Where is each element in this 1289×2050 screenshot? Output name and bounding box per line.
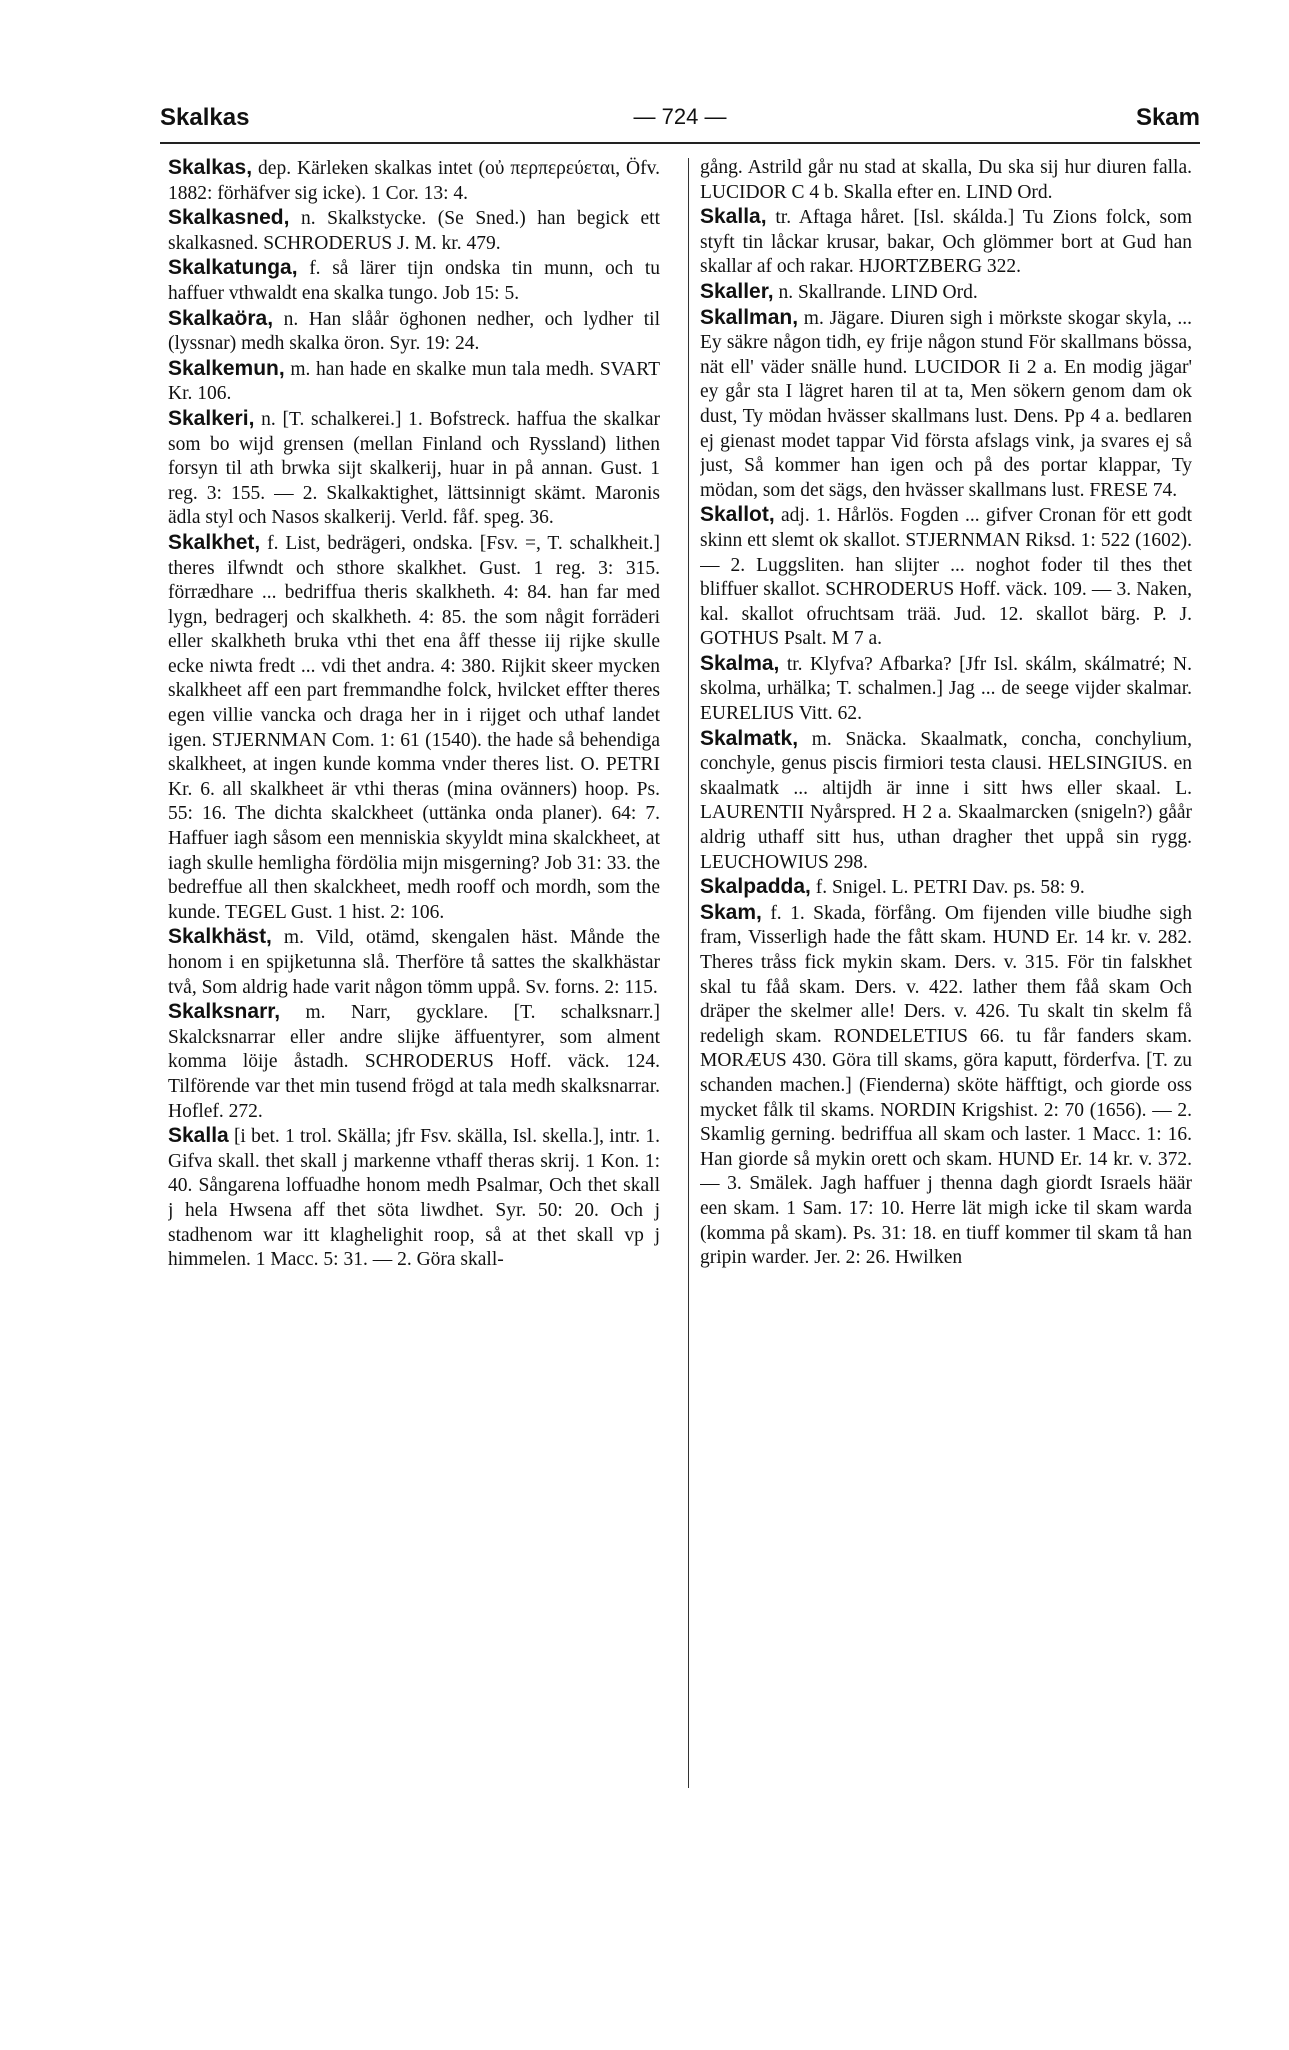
header-right-word: Skam [1135,104,1200,131]
page-number: — 724 — [633,104,727,129]
entry-text: n. [T. schalkerei.] 1. Bofstreck. haffua the skalkar som bo wijd grensen (mellan Finland och Ryssland) lithen forsyn til ath brwka sijt skalkerij, huar in på annan. Gust. 1 reg. 3: 155. — 2. Skalkaktighet, lättsinnigt skämt. Maronis ädla styl och Nasos skalkerij. Verld. fåf. speg. 36. [168,408,660,529]
entry-headword: Skam, [700,900,762,924]
entry-headword: Skalpadda, [700,875,811,899]
header-left-word: Skalkas [160,104,250,131]
dictionary-entry [700,306,1192,504]
dictionary-entry [168,156,660,206]
dictionary-entry [700,503,1192,652]
dictionary-entry [700,727,1192,876]
entry-text: tr. Klyfva? Afbarka? [Jfr Isl. skálm, skálmatré; N. skolma, urhälka; T. schalmen.] Jag ... de seege vijder skalmar. EURELIUS Vitt. 62. [700,653,1192,725]
entry-headword: Skalkeri, [168,406,255,430]
entry-headword: Skalkas, [168,156,253,179]
entry-text: n. Skalkstycke. (Se Sned.) han begick ett skalkasned. SCHRODERUS J. M. kr. 479. [168,208,660,254]
dictionary-entry [700,280,1192,306]
entry-headword: Skallman, [700,305,799,329]
entry-text: gång. Astrild går nu stad at skalla, Du ska sij hur diuren falla. LUCIDOR C 4 b. Skalla efter en. LIND Ord. [700,157,1192,203]
dictionary-entry [168,1000,660,1124]
entry-text: m. Snäcka. Skaalmatk, concha, conchylium, conchyle, genus piscis firmiori testa clausi. HELSINGIUS. en skaalmatk ... altijdh är inne i sitt hws eller skaal. L. LAURENTII Nyårspred. H 2 a. Skaalmarcken (snigeln?) gåår aldrig uthaff sitt hus, uthan dragher thet uppå sin rygg. LEUCHOWIUS 298. [700,728,1192,873]
entry-text: n. Han slåår öghonen nedher, och lydher til (lyssnar) medh skalka öron. Syr. 19: 24. [168,308,660,355]
dictionary-entry [168,1124,660,1273]
entry-headword: Skallot, [700,503,775,527]
dictionary-entry [168,531,660,926]
entry-text: f. så lärer tijn ondska tin munn, och tu haffuer vthwaldt ena skalka tungo. Job 15: 5. [168,258,660,304]
dictionary-entry [700,875,1192,901]
entry-headword: Skalla, [700,205,767,229]
dictionary-entry [700,205,1192,280]
entry-headword: Skalkhet, [168,530,261,554]
entry-headword: Skalla [168,1124,229,1148]
entry-headword: Skalma, [700,651,780,675]
entry-text: adj. 1. Hårlös. Fogden ... gifver Cronan för ett godt skinn ett slemt ok skallot. STJERNMAN Riksd. 1: 522 (1602). — 2. Luggsliten. han slijter ... noghot foder til thes thet bliffuer skallot. SCHRODERUS Hoff. väck. 109. — 3. Naken, kal. skallot ofruchtsam trää. Jud. 12. skallot bärg. P. J. GOTHUS Psalt. M 7 a. [700,505,1192,650]
entry-text: f. 1. Skada, förfång. Om fijenden ville biudhe sigh fram, Visserligh hade the fått skam. HUND Er. 14 kr. v. 282. Theres tråss fick mykin skam. Ders. v. 315. För tin falskhet skal tu fåå skam. Ders. v. 422. lather them fåå skam Och dräper the skelmer alle! Ders. v. 426. Tu skalt tin skelm få redeligh skam. RONDELETIUS 66. tu får fanders skam. MORÆUS 430. Göra till skams, göra kaputt, förderfva. [T. zu schanden machen.] (Fienderna) sköte häfftigt, och giorde oss mycket fålk til skams. NORDIN Krigshist. 2: 70 (1656). — 2. Skamlig gerning. bedriffua all skam och laster. 1 Macc. 1: 16. Han giorde så mykin orett och skam. HUND Er. 14 kr. v. 372. — 3. Smälek. Jagh haffuer j thenna dagh giordt Israels häär een skam. 1 Sam. 17: 10. Herre lät migh icke til skam warda (komma på skam). Ps. 31: 18. en tiuff kommer til skam tå han gripin warder. Jer. 2: 26. Hwilken [700,902,1192,1269]
dictionary-entry [168,206,660,256]
left-column [168,156,660,1786]
entry-headword: Skalkaöra, [168,306,274,330]
header-rule [160,142,1200,144]
column-divider [688,158,689,1788]
entry-text: f. Snigel. L. PETRI Dav. ps. 58: 9. [810,877,1085,899]
entry-headword: Skalkhäst, [168,925,272,949]
dictionary-entry [168,307,660,357]
entry-headword: Skalkemun, [168,356,285,380]
entry-headword: Skalmatk, [700,726,799,750]
entry-headword: Skalkatunga, [168,256,298,280]
dictionary-entry [168,256,660,306]
entry-headword: Skalkasned, [168,206,290,230]
dictionary-entry [700,901,1192,1271]
entry-text: dep. Kärleken skalkas intet (οὐ περπερεύεται, Öfv. 1882: förhäfver sig icke). 1 Cor. 13: 4. [168,158,660,204]
dictionary-entry [700,652,1192,727]
dictionary-entry [700,156,1192,205]
dictionary-entry [168,357,660,407]
entry-headword: Skalksnarr, [168,1000,281,1024]
dictionary-entry [168,925,660,1000]
entry-text: tr. Aftaga håret. [Isl. skálda.] Tu Zions folck, som styft tin låckar krusar, bakar, Och glömmer bort at Gud han skallar af och rakar. HJORTZBERG 322. [700,207,1192,278]
running-header [160,100,1200,140]
entry-text: [i bet. 1 trol. Skälla; jfr Fsv. skälla, Isl. skella.], intr. 1. Gifva skall. thet skall j markenne vthaff theras skrij. 1 Kon. 1: 40. Sångarena loffuadhe honom medh Psalmar, Och thet skall j hela Hwsena aff thet söta liwdhet. Syr. 50: 20. Och j stadhenom war itt klaghelighit roop, så at thet skall vp j himmelen. 1 Macc. 5: 31. — 2. Göra skall- [168,1126,660,1271]
dictionary-entry [168,407,660,531]
entry-text: n. Skallrande. LIND Ord. [773,281,978,303]
right-column [700,156,1192,1786]
entry-headword: Skaller, [700,279,774,303]
entry-text: m. han hade en skalke mun tala medh. SVART Kr. 106. [168,358,660,405]
entry-text: m. Jägare. Diuren sigh i mörkste skogar skyla, ... Ey säkre någon tidh, ey frije någon stund För skallmans bössa, nät ell' väder snälle hund. LUCIDOR Ii 2 a. En modig jägar' ey går sta I lägret haren til at ta, Men sökern genom dam ok dust, Ty mödan hvässer skallmans lust. Dens. Pp 4 a. bedlaren ej gienast modet tappar Vid första afslags vink, ja svares ej så just, Så kommer han igen och på des portar klappar, Ty mödan, som det sägs, den hvässer skallmans lust. FRESE 74. [700,307,1192,501]
entry-text: m. Vild, otämd, skengalen häst. Månde the honom i en spijketunna slå. Therföre tå sattes the skalkhästar två, Som aldrig hade varit någon tömm uppå. Sv. forns. 2: 115. [168,927,660,998]
entry-text: m. Narr, gycklare. [T. schalksnarr.] Skalcksnarrar eller andre slijke äffuentyrer, som alment komma löije åstadh. SCHRODERUS Hoff. väck. 124. Tilförende var thet min tusend frögd at tala medh skalksnarrar. Hoflef. 272. [168,1002,660,1122]
entry-text: f. List, bedrägeri, ondska. [Fsv. =, T. schalkheit.] theres ilfwndt och sthore skalkhet. Gust. 1 reg. 3: 315. förrædhare ... bedriffua theris skalkheth. 4: 84. han far med lygn, bedragerj och skalkheth. 4: 85. the som någit forräderi eller skalkheth bruka vthi thet ena åff thesse iij rijke skulle ecke niwta fredt ... vdi thet andra. 4: 380. Rijkit skeer mycken skalkheet aff een part fremmandhe folck, hvilcket effter theres egen villie vancka och draga her in i rijget och uthaf landet igen. STJERNMAN Com. 1: 61 (1540). the hade så behendiga skalkheet, at ingen kunde komma vnder theres list. O. PETRI Kr. 6. all skalkheet är vthi theras (mina ovänners) hoop. Ps. 55: 16. The dichta skalckheet (uttänka onda planer). 64: 7. Haffuer iagh såsom een menniskia skyyldt mina skalckheet, at iagh skulle hemligha fördölia mijn misgerning? Job 31: 33. the bedreffue all then skalckheet, medh rooff och mordh, som the kunde. TEGEL Gust. 1 hist. 2: 106. [168,532,660,923]
